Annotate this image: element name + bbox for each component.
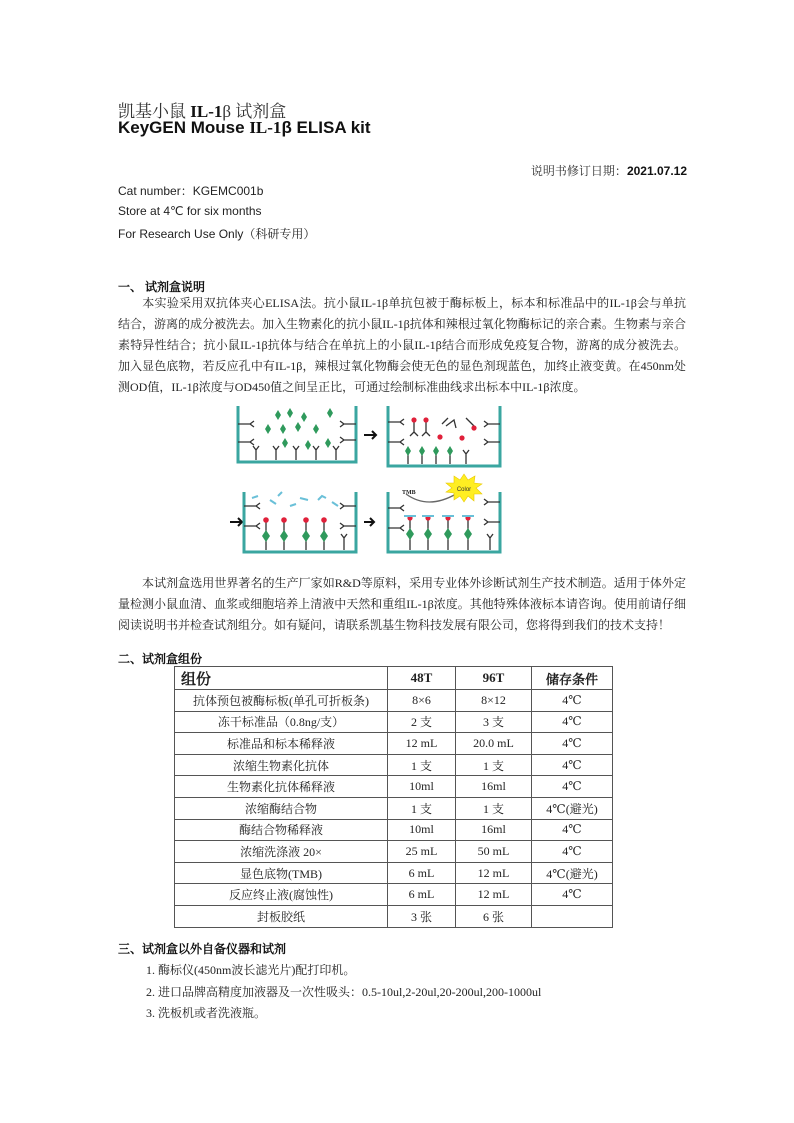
cell-storage [532, 905, 613, 927]
table-row [175, 862, 613, 884]
cell-96t: 6 张 [456, 905, 532, 927]
cell-48t: 10ml [388, 819, 456, 841]
well-outline [244, 492, 356, 552]
cell-48t: 1 支 [388, 797, 456, 819]
section3-heading: 三、试剂盒以外自备仪器和试剂 [118, 942, 287, 956]
antigen-molecules [265, 408, 333, 450]
table-row [175, 690, 613, 712]
panel-detection-antibody [388, 406, 500, 466]
title-en-mid: IL-1 [249, 118, 282, 137]
table-row [175, 754, 613, 776]
table-row [175, 797, 613, 819]
cell-48t: 8×6 [388, 690, 456, 712]
revision-date: 2021.07.12 [626, 164, 687, 178]
section1-paragraph1 [118, 293, 686, 398]
cell-96t: 8×12 [456, 690, 532, 712]
cell-48t: 10ml [388, 776, 456, 798]
cell-48t: 12 mL [388, 733, 456, 755]
list-item: 3. 洗板机或者洗液瓶。 [146, 1006, 267, 1020]
cell-48t: 1 支 [388, 754, 456, 776]
cell-96t: 12 mL [456, 862, 532, 884]
arrow-icon [364, 431, 376, 439]
section1-paragraph2-text: 本试剂盒选用世界著名的生产厂家如R&D等原料，采用专业体外诊断试剂生产技术制造。适用于体外定量检测小鼠血清、血浆或细胞培养上清液中天然和重组IL-1β浓度。其他特殊体液标本请咨询。使用前请仔细阅读说明书并检查试剂组分。如有疑问，请联系凯基生物科技发展有限公司，您将得到我们的技术支持！ [118, 576, 686, 632]
cell-component: 酶结合物稀释液 [175, 819, 388, 841]
col-header-96t: 96T [456, 667, 532, 690]
cell-component: 浓缩酶结合物 [175, 797, 388, 819]
elisa-principle-diagram [228, 402, 504, 558]
research-use-note: For Research Use Only（科研专用） [118, 227, 316, 241]
cell-48t: 6 mL [388, 884, 456, 906]
arrow-icon [364, 518, 374, 526]
col-header-48t: 48T [388, 667, 456, 690]
cell-storage: 4℃(避光) [532, 862, 613, 884]
arrow-icon [230, 518, 242, 526]
title-cn-bold: IL-1 [190, 102, 223, 121]
section2-heading: 二、试剂盒组份 [118, 652, 203, 666]
list-item: 2. 进口品牌高精度加液器及一次性吸头：0.5-10ul,2-20ul,20-200ul,200-1000ul [146, 985, 542, 999]
title-en-suffix: β ELISA kit [281, 118, 371, 137]
revision-date-line [531, 162, 687, 179]
cell-96t: 20.0 mL [456, 733, 532, 755]
cell-storage: 4℃ [532, 711, 613, 733]
cell-component: 生物素化抗体稀释液 [175, 776, 388, 798]
table-row [175, 841, 613, 863]
section1-paragraph2 [118, 573, 686, 636]
section1-heading: 一、 试剂盒说明 [118, 280, 206, 294]
cell-96t: 3 支 [456, 711, 532, 733]
cell-96t: 50 mL [456, 841, 532, 863]
cell-storage: 4℃ [532, 819, 613, 841]
table-row [175, 884, 613, 906]
cell-component: 封板胶纸 [175, 905, 388, 927]
tmb-label: TMB [402, 490, 416, 496]
cell-storage: 4℃ [532, 776, 613, 798]
title-en-prefix: KeyGEN Mouse [118, 118, 250, 137]
color-label: Color [456, 487, 472, 493]
col-header-component: 组份 [175, 667, 388, 690]
revision-label: 说明书修订日期： [530, 164, 627, 178]
cat-number: Cat number：KGEMC001b [118, 184, 264, 198]
table-row [175, 819, 613, 841]
table-header-row [175, 667, 613, 690]
cell-storage: 4℃ [532, 841, 613, 863]
panel-color-development [388, 474, 500, 552]
cell-component: 浓缩生物素化抗体 [175, 754, 388, 776]
cell-48t: 6 mL [388, 862, 456, 884]
section1-paragraph1-text: 本实验采用双抗体夹心ELISA法。抗小鼠IL-1β单抗包被于酶标板上，标本和标准品中的IL-1β会与单抗结合，游离的成分被洗去。加入生物素化的抗小鼠IL-1β抗体和辣根过氧化物酶标记的亲合素。生物素与亲合素特异性结合；抗小鼠IL-1β抗体与结合在单抗上的小鼠IL-1β结合而形成免疫复合物，游离的成分被洗去。加入显色底物，若反应孔中有IL-1β，辣根过氧化物酶会使无色的显色剂现蓝色，加终止液变黄。在450nm处测OD值，IL-1β浓度与OD450值之间呈正比，可通过绘制标准曲线求出标本中IL-1β浓度。 [118, 296, 686, 394]
cell-96t: 1 支 [456, 754, 532, 776]
panel-antigen-binding [238, 406, 356, 462]
panel-enzyme-conjugate [244, 492, 356, 552]
cell-component: 反应终止液(腐蚀性) [175, 884, 388, 906]
cell-component: 浓缩洗涤液 20× [175, 841, 388, 863]
cell-storage: 4℃ [532, 690, 613, 712]
well-outline [388, 406, 500, 466]
kit-components-table [174, 666, 613, 928]
cell-storage: 4℃ [532, 754, 613, 776]
cell-component: 标准品和标本稀释液 [175, 733, 388, 755]
cell-96t: 1 支 [456, 797, 532, 819]
title-english [118, 118, 371, 138]
cell-48t: 3 张 [388, 905, 456, 927]
table-row [175, 733, 613, 755]
table-row [175, 776, 613, 798]
cell-96t: 12 mL [456, 884, 532, 906]
list-item: 1. 酶标仪(450nm波长滤光片)配打印机。 [146, 963, 356, 977]
title-cn-prefix: 凯基小鼠 [118, 102, 191, 121]
table-row [175, 905, 613, 927]
well-outline [388, 492, 500, 552]
table-row [175, 711, 613, 733]
cell-96t: 16ml [456, 819, 532, 841]
title-cn-suffix: β 试剂盒 [222, 102, 287, 121]
cell-storage: 4℃ [532, 884, 613, 906]
cell-48t: 25 mL [388, 841, 456, 863]
cell-48t: 2 支 [388, 711, 456, 733]
cell-storage: 4℃(避光) [532, 797, 613, 819]
storage-info: Store at 4℃ for six months [118, 204, 262, 218]
cell-96t: 16ml [456, 776, 532, 798]
col-header-storage: 储存条件 [532, 667, 613, 690]
cell-component: 显色底物(TMB) [175, 862, 388, 884]
cell-storage: 4℃ [532, 733, 613, 755]
cell-component: 抗体预包被酶标板(单孔可折板条) [175, 690, 388, 712]
cell-component: 冻干标准品（0.8ng/支） [175, 711, 388, 733]
